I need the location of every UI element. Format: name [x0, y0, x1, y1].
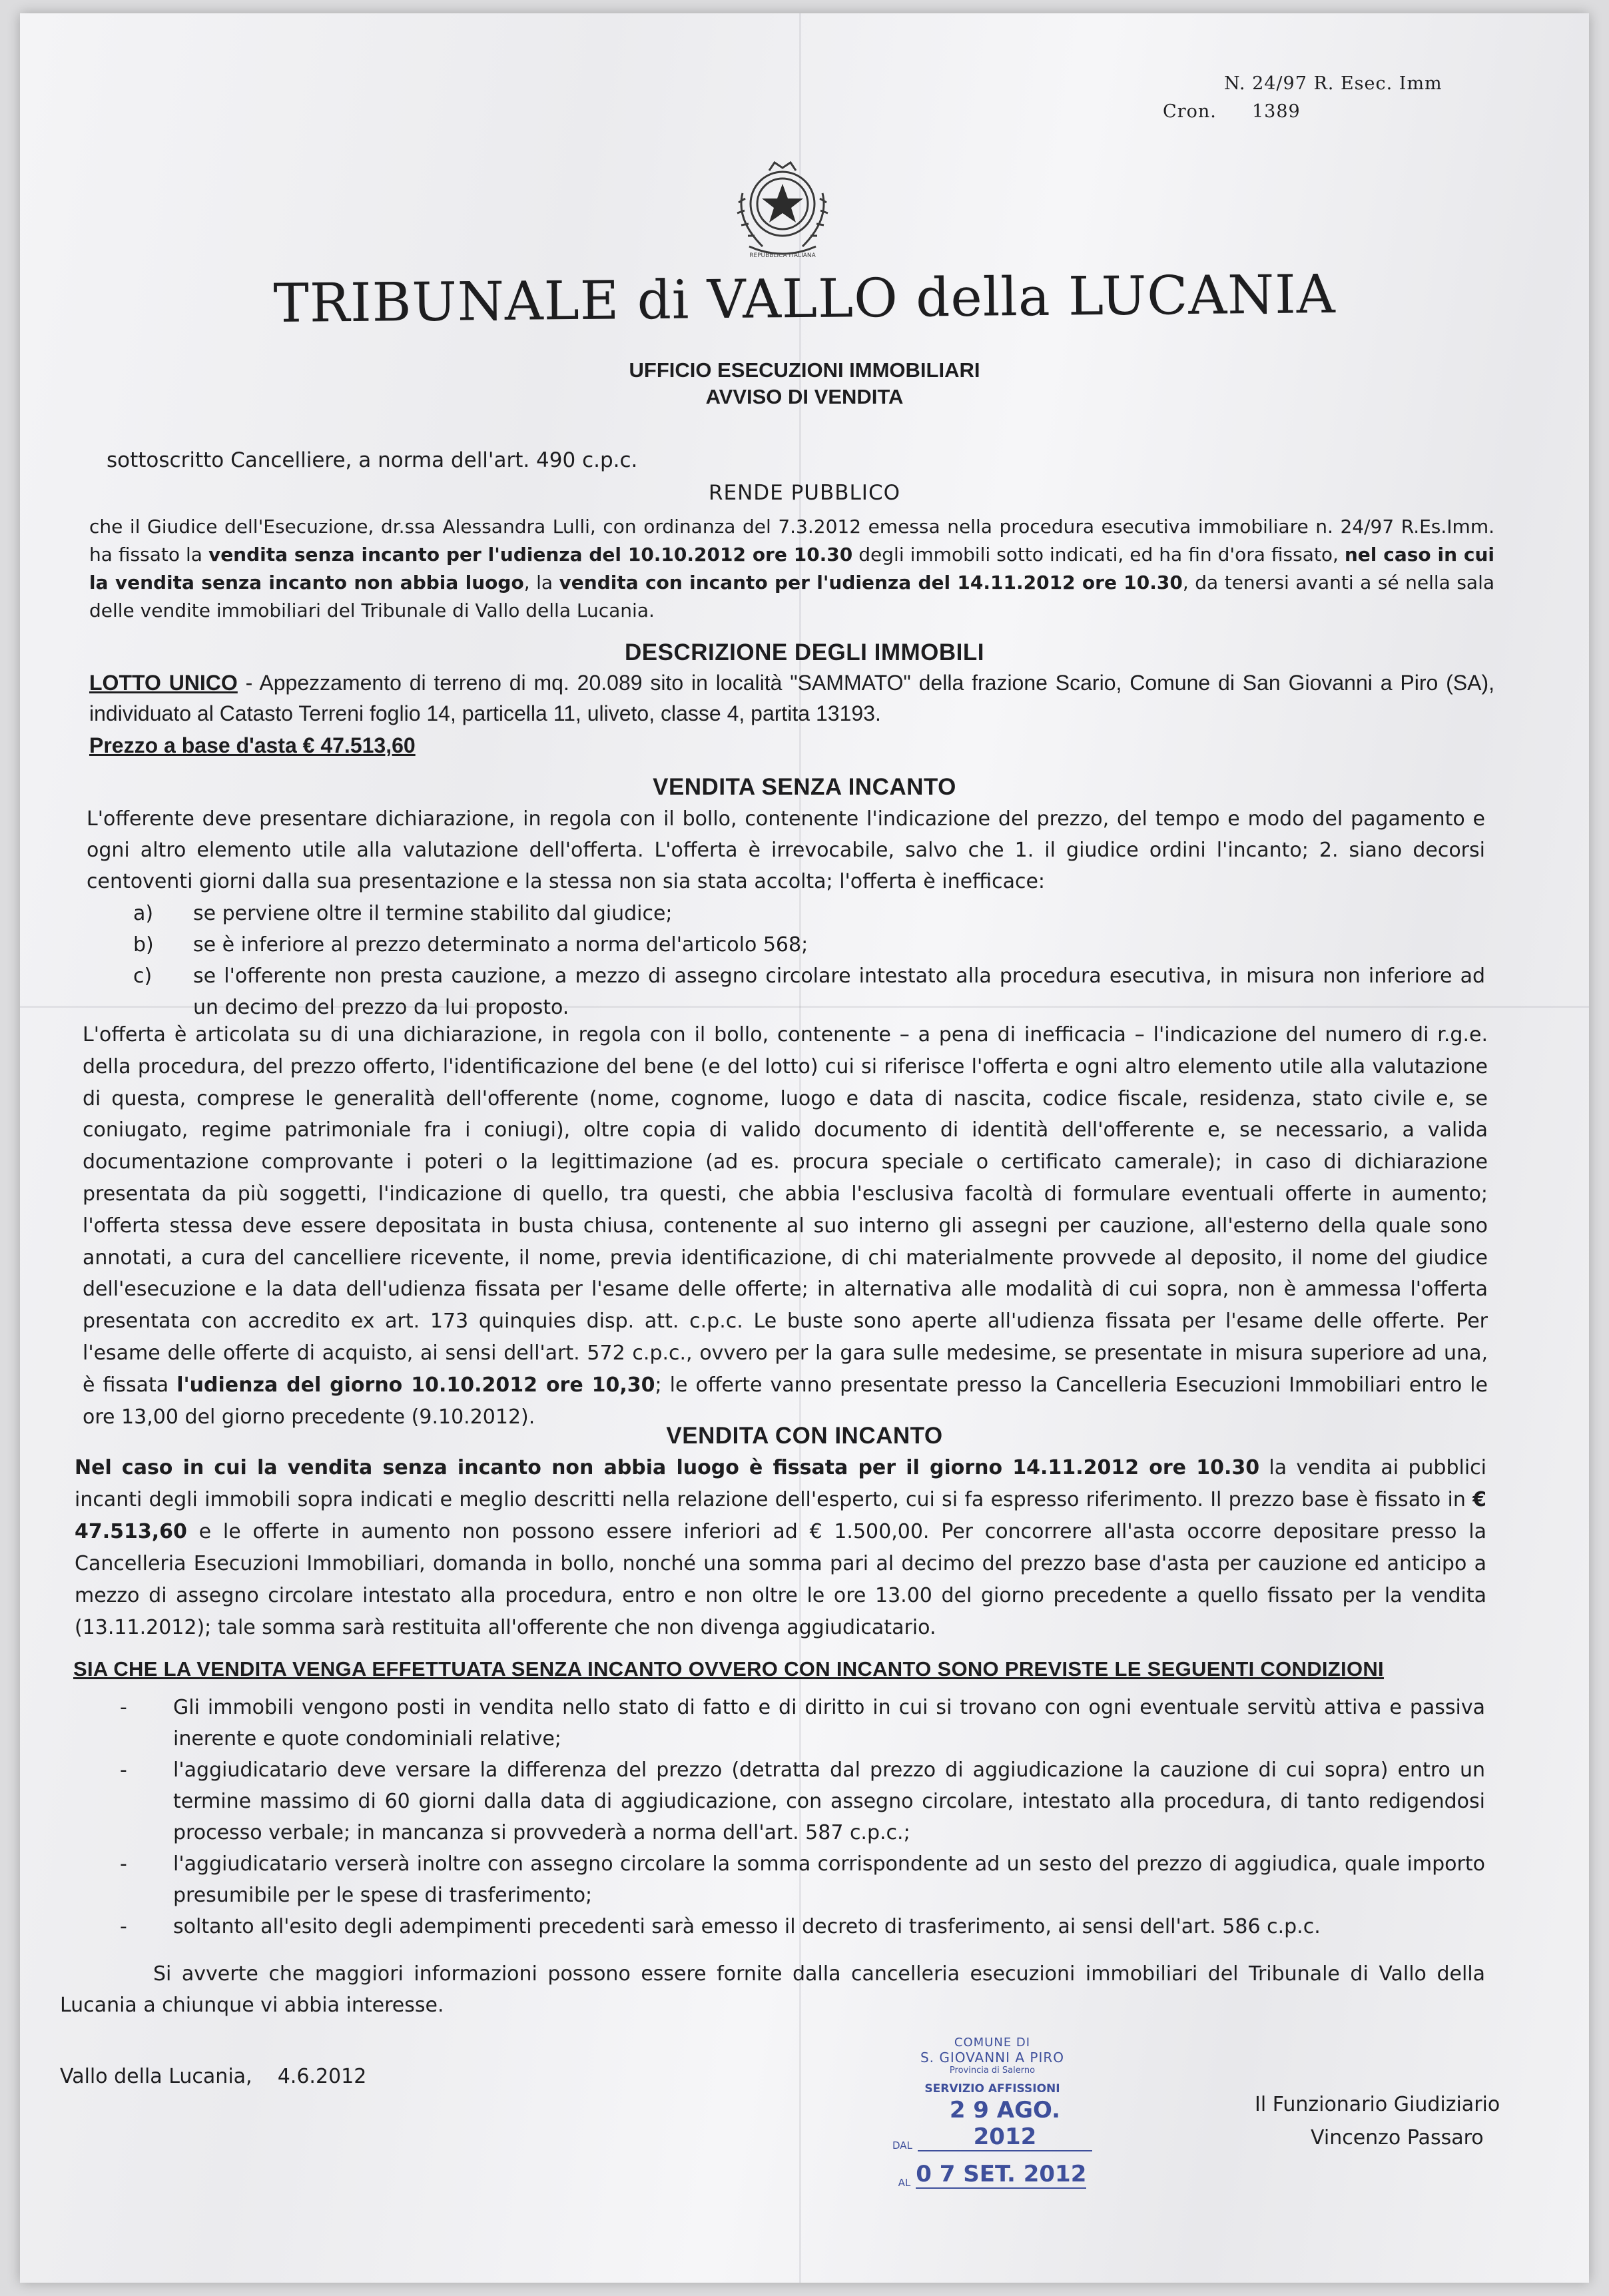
senza-incanto-heading: VENDITA SENZA INCANTO [653, 774, 956, 800]
condizioni-heading: SIA CHE LA VENDITA VENGA EFFETTUATA SENZA INCANTO OVVERO CON INCANTO SONO PREVISTE LE SEGUENTI CONDIZIONI [73, 1657, 1384, 1681]
publication-bold: nel caso in cui la vendita senza incanto non abbia luogo [89, 544, 1494, 593]
stamp-dal-date: 2 9 AGO. 2012 [918, 2097, 1092, 2151]
publication-paragraph [89, 513, 1494, 625]
lot-text: - Appezzamento di terreno di mq. 20.089 sito in località "SAMMATO" della frazione Scario, Comune di San Giovanni a Piro (SA), individuato al Catasto Terreni foglio 14, particella 11, uliveto, classe 4, partita 13193. [89, 671, 1495, 725]
con-incanto-body [75, 1452, 1486, 1644]
stamp-dal-label: DAL [892, 2139, 912, 2151]
office-heading: UFFICIO ESECUZIONI IMMOBILIARI [629, 358, 980, 382]
list-marker: - [120, 1915, 127, 1938]
list-marker: b) [133, 933, 154, 957]
condizioni-list [120, 1692, 1485, 1942]
con-incanto-heading: VENDITA CON INCANTO [666, 1423, 943, 1449]
senza-incanto-text: ; le offerte vanno presentate presso la Cancelleria Esecuzioni Immobiliari entro le ore 13,00 del giorno precedente (9.10.2012). [83, 1373, 1488, 1429]
page-title: TRIBUNALE di VALLO della LUCANIA [273, 263, 1336, 334]
lot-label: LOTTO UNICO [89, 671, 238, 695]
cron-label: Cron. [1163, 101, 1217, 122]
senza-incanto-intro: L'offerente deve presentare dichiarazione, in regola con il bollo, contenente l'indicazione del prezzo, del tempo e modo del pagamento e ogni altro elemento utile alla valutazione dell'offerta. L'offerta è irrevocabile, salvo che 1. il giudice ordini l'incanto; 2. siano decorsi centoventi giorni dalla sua presentazione e la stessa non sia stata accolta; l'offerta è inefficace: [87, 807, 1485, 893]
stamp-line: S. GIOVANNI A PIRO [920, 2050, 1065, 2066]
list-item-text: se l'offerente non presta cauzione, a mezzo di assegno circolare intestato alla procedura esecutiva, in misura non inferiore ad un decimo del prezzo da lui proposto. [193, 964, 1485, 1019]
list-item-text: Gli immobili vengono posti in vendita nello stato di fatto e di diritto in cui si trovano con ogni eventuale servitù attiva e passiva inerente e quote condominiali relative; [173, 1696, 1485, 1750]
publication-text: , da tenersi avanti a sé nella sala delle vendite immobiliari del Tribunale di Vallo della Lucania. [89, 572, 1495, 621]
stamp-line: Provincia di Salerno [949, 2066, 1036, 2076]
list-item [133, 960, 1485, 1023]
con-incanto-bold: Nel caso in cui la vendita senza incanto non abbia luogo è fissata per il giorno 14.11.2012 ore 10.30 [75, 1456, 1260, 1479]
con-incanto-bold: € 47.513,60 [75, 1488, 1486, 1543]
list-item [133, 898, 1485, 929]
list-item-text: se è inferiore al prezzo determinato a norma del'articolo 568; [193, 933, 808, 957]
list-marker: - [120, 1852, 127, 1876]
publication-text: che il Giudice dell'Esecuzione, dr.ssa Alessandra Lulli, con ordinanza del 7.3.2012 emessa nella procedura esecutiva immobiliare n. 24/97 R.Es.Imm. ha fissato la [89, 516, 1494, 566]
senza-incanto-text: L'offerta è articolata su di una dichiarazione, in regola con il bollo, contenente – a pena di inefficacia – l'indicazione del numero di r.g.e. della procedura, del prezzo offerto, l'identificazione del bene (e del lotto) cui si riferisce l'offerta e ogni altro elemento utile alla valutazione di questa, comprese le generalità dell'offerente (nome, cognome, luogo e data di nascita, codice fiscale, residenza, stato civile e, se coniugato, regime patrimoniale fra i coniugi), oltre copia di valido documento di identità dell'offerente e, se necessario, a valida documentazione comprovante i poteri o la legittimazione (ad es. procura speciale o certificato camerale); in caso di dichiarazione presentata da più soggetti, l'indicazione di quello, tra questi, che abbia l'esclusiva facoltà di formulare eventuali offerte in aumento; l'offerta stessa deve essere depositata in busta chiusa, contenente al suo interno gli assegni per cauzione, all'esterno della quale sono annotati, a cura del cancelliere ricevente, il nome, previa identificazione, di chi materialmente provvede al deposito, il nome del giudice dell'esecuzione e la data dell'udienza fissata per l'esame delle offerte; in alternativa alle modalità di cui sopra, non è ammessa l'offerta presentata con accredito ex art. 173 quinquies disp. att. c.p.c. Le buste sono aperte all'udienza fissata per l'esame delle offerte. Per l'esame delle offerte di acquisto, ai sensi dell'art. 572 c.p.c., ovvero per la gara sulle medesime, se presentate in misura superiore ad una, è fissata [83, 1023, 1488, 1397]
list-item-text: l'aggiudicatario deve versare la differenza del prezzo (detratta dal prezzo di aggiudicazione la cauzione di cui sopra) entro un termine massimo di 60 giorni dalla data di aggiudicazione, con assegno circolare, intestato alla procedura, di tanto redigendosi processo verbale; in mancanza si provvederà a norma dell'art. 587 c.p.c.; [173, 1758, 1485, 1844]
list-item [133, 929, 1485, 960]
cron-number: 1389 [1252, 101, 1301, 122]
publication-bold: vendita senza incanto per l'udienza del 10.10.2012 ore 10.30 [208, 544, 853, 566]
italian-republic-emblem-icon [723, 147, 842, 266]
list-marker: - [120, 1758, 127, 1782]
list-item [120, 1754, 1485, 1848]
con-incanto-text: e le offerte in aumento non possono essere inferiori ad € 1.500,00. Per concorrere all'asta occorre depositare presso la Cancelleria Esecuzioni Immobiliari, domanda in bollo, nonché una somma pari al decimo del prezzo base d'asta per cauzione ed anticipo a mezzo di assegno circolare intestato alla procedura, entro e non oltre le ore 13.00 del giorno precedente a quello fissato per la vendita (13.11.2012); tale somma sarà restituita all'offerente che non divenga aggiudicatario. [75, 1520, 1486, 1639]
stamp-line: SERVIZIO AFFISSIONI [924, 2082, 1060, 2096]
publication-bold: vendita con incanto per l'udienza del 14.11.2012 ore 10.30 [559, 572, 1183, 593]
list-marker: c) [133, 964, 153, 988]
intro-line: sottoscritto Cancelliere, a norma dell'art. 490 c.p.c. [107, 448, 638, 472]
closing-paragraph: Si avverte che maggiori informazioni possono essere fornite dalla cancelleria esecuzioni immobiliari del Tribunale di Vallo della Lucania a chiunque vi abbia interesse. [60, 1962, 1485, 2017]
list-item-text: se perviene oltre il termine stabilito dal giudice; [193, 902, 673, 925]
emblem-ribbon-text: REPUBBLICA ITALIANA [749, 252, 816, 259]
publication-text: degli immobili sotto indicati, ed ha fin d'ora fissato, [852, 544, 1345, 566]
lot-description [89, 667, 1494, 729]
list-item [120, 1692, 1485, 1754]
affissioni-stamp [892, 2036, 1092, 2189]
place-date: Vallo della Lucania, 4.6.2012 [60, 2065, 367, 2088]
descrizione-heading: DESCRIZIONE DEGLI IMMOBILI [625, 639, 984, 665]
case-number: N. 24/97 R. Esec. Imm [1224, 73, 1443, 94]
stamp-line: COMUNE DI [954, 2036, 1031, 2050]
list-marker: - [120, 1696, 127, 1719]
con-incanto-text: la vendita ai pubblici incanti degli immobili sopra indicati e meglio descritti nella relazione dell'esperto, cui si fa espresso riferimento. Il prezzo base è fissato in [75, 1456, 1486, 1511]
list-item-text: soltanto all'esito degli adempimenti precedenti sarà emesso il decreto di trasferimento, ai sensi dell'art. 586 c.p.c. [173, 1915, 1321, 1938]
stamp-al-label: AL [898, 2177, 911, 2189]
list-item-text: l'aggiudicatario verserà inoltre con assegno circolare la somma corrispondente ad un sesto del prezzo di aggiudica, quale importo presumibile per le spese di trasferimento; [173, 1852, 1485, 1907]
base-price: Prezzo a base d'asta € 47.513,60 [89, 733, 416, 757]
notice-heading: AVVISO DI VENDITA [705, 385, 904, 408]
list-marker: a) [133, 902, 154, 925]
signer-role: Il Funzionario Giudiziario [1255, 2093, 1500, 2116]
signer-name: Vincenzo Passaro [1311, 2126, 1484, 2149]
list-item [120, 1848, 1485, 1911]
senza-incanto-bold: l'udienza del giorno 10.10.2012 ore 10,30 [176, 1373, 655, 1397]
senza-incanto-body [83, 1019, 1488, 1433]
stamp-al-date: 0 7 SET. 2012 [916, 2161, 1087, 2187]
senza-incanto-list [133, 898, 1485, 1023]
publication-text: , la [523, 572, 559, 593]
rende-pubblico: RENDE PUBBLICO [708, 481, 900, 505]
list-item [120, 1911, 1485, 1942]
